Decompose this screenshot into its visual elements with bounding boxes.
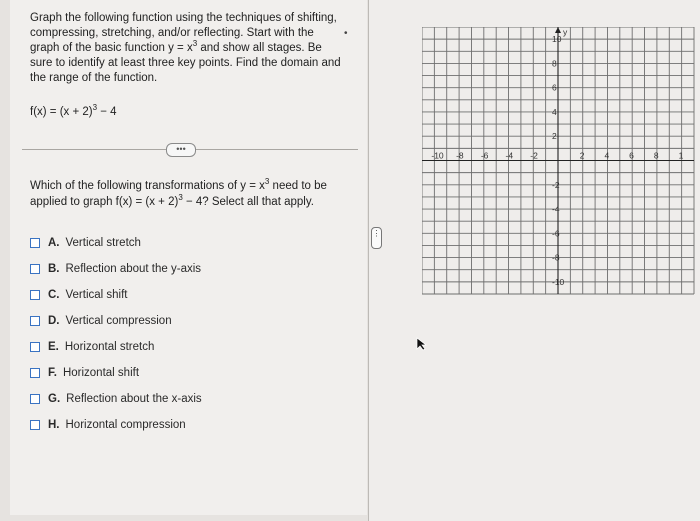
x-tick-label: -2: [530, 150, 538, 161]
x-tick-label: 2: [579, 150, 585, 161]
y-axis-label: y: [563, 27, 568, 37]
checkbox-d[interactable]: [30, 316, 40, 326]
x-tick-label: -10: [431, 150, 444, 161]
checkbox-a[interactable]: [30, 238, 40, 248]
option-h[interactable]: [30, 418, 186, 432]
option-label: Reflection about the x-axis: [66, 393, 202, 405]
option-letter: D.: [48, 315, 60, 327]
option-letter: C.: [48, 289, 60, 301]
option-letter: F.: [48, 367, 57, 379]
option-letter: E.: [48, 341, 59, 353]
option-letter: H.: [48, 419, 60, 431]
checkbox-h[interactable]: [30, 420, 40, 430]
option-label: Vertical shift: [65, 289, 128, 301]
y-tick-label: -2: [552, 179, 560, 190]
checkbox-f[interactable]: [30, 368, 40, 378]
function-formula: $f(x) = (x + 2)^3 - 4$: [30, 103, 117, 118]
x-tick-label: -8: [456, 150, 464, 161]
checkbox-g[interactable]: [30, 394, 40, 404]
coordinate-grid[interactable]: [422, 27, 697, 297]
option-letter: B.: [48, 263, 60, 275]
option-d[interactable]: [30, 314, 172, 328]
option-a[interactable]: [30, 236, 141, 250]
option-label: Vertical stretch: [65, 237, 141, 249]
x-tick-label: -6: [480, 150, 489, 161]
y-axis-arrow-icon: [555, 27, 561, 33]
checkbox-c[interactable]: [30, 290, 40, 300]
checkbox-b[interactable]: [30, 264, 40, 274]
y-tick-label: -10: [552, 276, 565, 287]
y-tick-label: -4: [552, 204, 560, 215]
x-tick-label: 1: [678, 150, 684, 161]
option-b[interactable]: [30, 262, 201, 276]
panel-collapse-handle[interactable]: ⋮: [371, 227, 382, 249]
sub-question-text: Which of the following transformations of $y = x^3$ need to be applied to graph $f(x) = (x + 2)^3 - 4$? Select all that apply.: [30, 177, 327, 208]
x-tick-label: 4: [604, 150, 610, 161]
option-c[interactable]: [30, 288, 128, 302]
option-e[interactable]: [30, 340, 154, 354]
y-tick-label: 6: [552, 82, 557, 93]
y-tick-label: 10: [552, 34, 562, 45]
y-tick-label: 4: [552, 106, 557, 117]
option-label: Horizontal compression: [65, 419, 186, 431]
question-text: Graph the following function using the techniques of shifting, compressing, stretching, and/or reflecting. Start with the graph of the basic function $y = x^3$ and show all stages. Be sure to identify at least three key points. Find the domain and the range of the function.: [30, 12, 341, 84]
y-tick-label: 8: [552, 58, 557, 69]
y-tick-label: 2: [552, 131, 557, 142]
more-options-button[interactable]: •••: [166, 143, 196, 157]
option-label: Vertical compression: [65, 315, 172, 327]
option-label: Horizontal stretch: [64, 341, 155, 353]
checkbox-e[interactable]: [30, 342, 40, 352]
mouse-cursor-icon: [416, 337, 428, 351]
y-tick-label: -6: [552, 228, 560, 239]
option-letter: A.: [48, 237, 60, 249]
option-g[interactable]: [30, 392, 202, 406]
x-tick-label: 8: [653, 150, 659, 161]
bullet-icon: •: [344, 28, 348, 39]
option-letter: G.: [48, 393, 61, 405]
option-label: Horizontal shift: [62, 367, 140, 379]
x-tick-label: 6: [629, 150, 634, 161]
y-tick-label: -8: [552, 252, 560, 263]
option-label: Reflection about the y-axis: [65, 263, 202, 275]
option-f[interactable]: [30, 366, 139, 380]
x-tick-label: -4: [505, 150, 514, 161]
